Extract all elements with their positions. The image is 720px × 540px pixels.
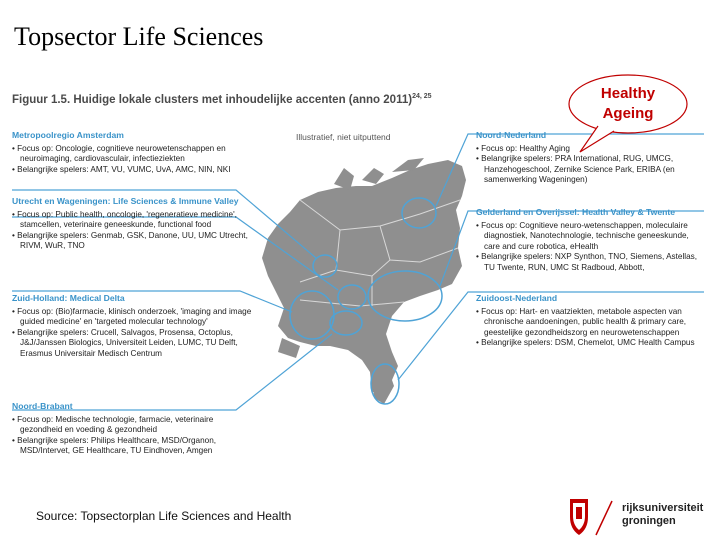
callout-line-1: Healthy [600, 85, 656, 102]
slide-title: Topsector Life Sciences [14, 22, 264, 51]
region-gelderland-overijssel [476, 207, 704, 274]
region-title: Gelderland en Overijssel: Health Valley & Twente [476, 207, 676, 217]
figure-title [12, 93, 432, 106]
region-focus: • Focus op: Oncologie, cognitieve neurowetenschappen en neuroimaging, cardiovasculair, infectieziekten [12, 144, 252, 165]
region-utrecht-wageningen [12, 196, 252, 252]
region-noord-nederland [476, 130, 704, 186]
region-title: Zuidoost-Nederland [476, 293, 558, 303]
region-noord-brabant [12, 401, 252, 457]
region-focus: • Focus op: Medische technologie, farmacie, veterinaire gezondheid en voeding & gezondheid [12, 415, 252, 436]
region-players: • Belangrijke spelers: AMT, VU, VUMC, UvA, AMC, NIN, NKI [12, 165, 252, 176]
source-citation: Source: Topsectorplan Life Sciences and Health [36, 509, 292, 523]
region-title: Noord-Nederland [476, 130, 547, 140]
region-players: • Belangrijke spelers: Genmab, GSK, Danone, UU, UMC Utrecht, RIVM, WuR, TNO [12, 231, 252, 252]
region-title: Utrecht en Wageningen: Life Sciences & Immune Valley [12, 196, 239, 206]
region-title: Noord-Brabant [12, 401, 73, 411]
region-focus: • Focus op: Healthy Aging [476, 144, 704, 155]
region-players: • Belangrijke spelers: NXP Synthon, TNO, Siemens, Astellas, TU Twente, RUN, UMC St Radboud, Abbott, [476, 252, 704, 273]
region-title: Metropoolregio Amsterdam [12, 130, 124, 140]
region-zuidoost-nederland [476, 293, 704, 349]
illustrative-note: Illustratief, niet uitputtend [296, 132, 391, 142]
figure-title-footnote: 24, 25 [412, 93, 432, 100]
region-players: • Belangrijke spelers: Philips Healthcare, MSD/Organon, MSD/Intervet, GE Healthcare, TU Eindhoven, Amgen [12, 436, 252, 457]
region-focus: • Focus op: Hart- en vaatziekten, metabole aspecten van chronische aandoeningen, public health & primary care, geestelijke gezondheidszorg en neurowetenschappen [476, 307, 704, 339]
university-crest-icon [566, 497, 616, 537]
region-title: Zuid-Holland: Medical Delta [12, 293, 125, 303]
logo-line-1: rijksuniversiteit [622, 502, 704, 514]
region-players: • Belangrijke spelers: DSM, Chemelot, UMC Health Campus [476, 338, 704, 349]
region-focus: • Focus op: Cognitieve neuro-wetenschappen, moleculaire diagnostiek, Nanotechnologie, technische geneeskunde, care and cure robotica, eHealth [476, 221, 704, 253]
region-zuid-holland [12, 293, 252, 360]
region-focus: • Focus op: Public health, oncologie, 'regeneratieve medicine', stamcellen, veterinaire geneeskunde, functional food [12, 210, 252, 231]
region-focus: • Focus op: (Bio)farmacie, klinisch onderzoek, 'imaging and image guided medicine' en 'targeted molecular technology' [12, 307, 252, 328]
callout-line-2: Ageing [602, 105, 654, 122]
figure-title-text: Figuur 1.5. Huidige lokale clusters met inhoudelijke accenten (anno 2011) [12, 93, 413, 106]
logo-line-2: groningen [622, 515, 676, 527]
region-players: • Belangrijke spelers: PRA International, RUG, UMCG, Hanzehogeschool, Zernike Science Park, ERIBA (en samenwerking Wageningen) [476, 154, 704, 186]
region-players: • Belangrijke spelers: Crucell, Salvagos, Prosensa, Octoplus, J&J/Janssen Biologics, Universiteit Leiden, LUMC, TU Delft, Erasmus Universitair Medisch Centrum [12, 328, 252, 360]
region-metropool-amsterdam [12, 130, 252, 175]
